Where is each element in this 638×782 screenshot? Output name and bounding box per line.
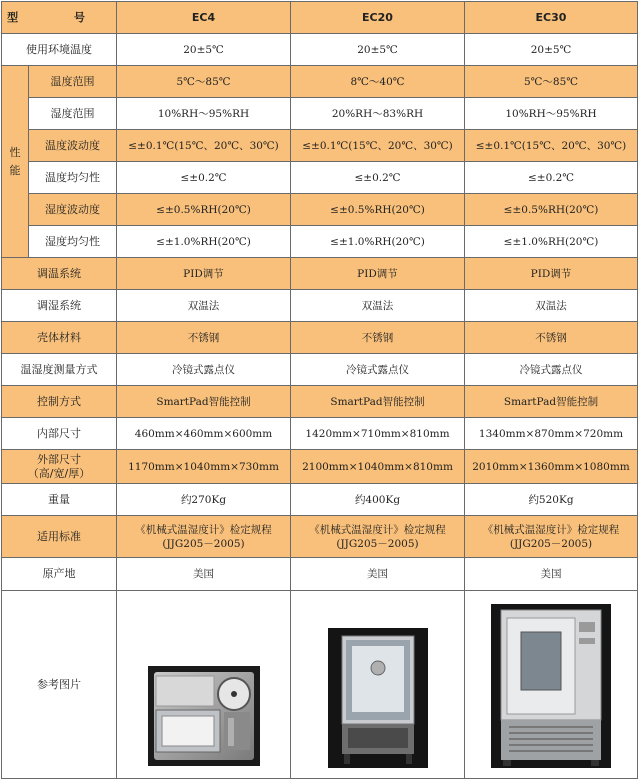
row-measure xyxy=(2,354,638,386)
cell: SmartPad智能控制 xyxy=(117,386,291,418)
row-label: 调温系统 xyxy=(2,258,117,290)
row-label: 参考图片 xyxy=(2,591,117,779)
cell: ≤±0.2℃ xyxy=(117,162,291,194)
cell: 1340mm×870mm×720mm xyxy=(465,418,638,450)
row-label-line2: （高/宽/厚） xyxy=(27,466,91,480)
ec30-chamber-image xyxy=(491,604,611,768)
cell: 5℃～85℃ xyxy=(465,66,638,98)
performance-label: 性能 xyxy=(9,145,21,177)
cell: ≤±1.0%RH(20℃) xyxy=(465,226,638,258)
cell xyxy=(291,516,465,558)
row-label: 温度波动度 xyxy=(29,130,117,162)
row-label: 温度范围 xyxy=(29,66,117,98)
row-pictures xyxy=(2,591,638,779)
row-temp-sys xyxy=(2,258,638,290)
row-label: 控制方式 xyxy=(2,386,117,418)
cell: 8℃～40℃ xyxy=(291,66,465,98)
standard-code: (JJG205－2005) xyxy=(162,537,245,550)
cell: ≤±1.0%RH(20℃) xyxy=(117,226,291,258)
row-origin xyxy=(2,558,638,591)
cell: 不锈钢 xyxy=(117,322,291,354)
row-label: 内部尺寸 xyxy=(2,418,117,450)
standard-name: 《机械式温湿度计》检定规程 xyxy=(482,523,620,536)
cell: 1170mm×1040mm×730mm xyxy=(117,450,291,484)
row-label xyxy=(2,450,117,484)
row-standard xyxy=(2,516,638,558)
cell: 不锈钢 xyxy=(465,322,638,354)
cell: SmartPad智能控制 xyxy=(291,386,465,418)
row-temp-unif xyxy=(2,162,638,194)
cell: 冷镜式露点仪 xyxy=(465,354,638,386)
cell: 20±5℃ xyxy=(465,34,638,66)
cell: ≤±0.1℃(15℃、20℃、30℃) xyxy=(117,130,291,162)
cell: PID调节 xyxy=(465,258,638,290)
cell: SmartPad智能控制 xyxy=(465,386,638,418)
row-label: 壳体材料 xyxy=(2,322,117,354)
model-ec20: EC20 xyxy=(291,2,465,34)
cell: 5℃～85℃ xyxy=(117,66,291,98)
row-label: 湿度均匀性 xyxy=(29,226,117,258)
row-control xyxy=(2,386,638,418)
cell: PID调节 xyxy=(291,258,465,290)
row-shell xyxy=(2,322,638,354)
cell: 冷镜式露点仪 xyxy=(291,354,465,386)
row-hum-sys xyxy=(2,290,638,322)
cell: ≤±0.5%RH(20℃) xyxy=(291,194,465,226)
standard-code: (JJG205－2005) xyxy=(509,537,593,550)
row-label: 重量 xyxy=(2,484,117,516)
cell: 1420mm×710mm×810mm xyxy=(291,418,465,450)
cell: 约400Kg xyxy=(291,484,465,516)
cell: 10%RH～95%RH xyxy=(465,98,638,130)
cell: ≤±0.1℃(15℃、20℃、30℃) xyxy=(465,130,638,162)
cell: ≤±1.0%RH(20℃) xyxy=(291,226,465,258)
cell: 双温法 xyxy=(291,290,465,322)
cell: 美国 xyxy=(291,558,465,591)
cell: PID调节 xyxy=(117,258,291,290)
row-weight xyxy=(2,484,638,516)
spec-table xyxy=(1,1,638,779)
row-label: 适用标准 xyxy=(2,516,117,558)
ec4-chamber-image xyxy=(148,666,260,766)
ec20-chamber-image xyxy=(328,628,428,768)
cell: 2010mm×1360mm×1080mm xyxy=(465,450,638,484)
picture-cell-ec30 xyxy=(465,591,638,779)
cell: ≤±0.5%RH(20℃) xyxy=(117,194,291,226)
row-hum-fluct xyxy=(2,194,638,226)
cell xyxy=(117,516,291,558)
cell: 2100mm×1040mm×810mm xyxy=(291,450,465,484)
row-label: 温度均匀性 xyxy=(29,162,117,194)
row-inner xyxy=(2,418,638,450)
performance-group-label xyxy=(2,66,29,258)
cell: ≤±0.2℃ xyxy=(465,162,638,194)
cell: 美国 xyxy=(465,558,638,591)
cell: 约520Kg xyxy=(465,484,638,516)
picture-cell-ec20 xyxy=(291,591,465,779)
row-temp-range xyxy=(2,66,638,98)
cell xyxy=(465,516,638,558)
cell: 双温法 xyxy=(465,290,638,322)
model-ec4: EC4 xyxy=(117,2,291,34)
row-env-temp xyxy=(2,34,638,66)
cell: 20±5℃ xyxy=(291,34,465,66)
standard-code: (JJG205－2005) xyxy=(336,537,419,550)
row-label: 湿度范围 xyxy=(29,98,117,130)
row-label-line1: 外部尺寸 xyxy=(37,452,81,466)
standard-name: 《机械式温湿度计》检定规程 xyxy=(309,523,446,536)
header-row xyxy=(2,2,638,34)
row-temp-fluct xyxy=(2,130,638,162)
row-label: 湿度波动度 xyxy=(29,194,117,226)
cell: ≤±0.2℃ xyxy=(291,162,465,194)
row-hum-range xyxy=(2,98,638,130)
row-hum-unif xyxy=(2,226,638,258)
row-label: 原产地 xyxy=(2,558,117,591)
cell: 约270Kg xyxy=(117,484,291,516)
cell: 20±5℃ xyxy=(117,34,291,66)
picture-cell-ec4 xyxy=(117,591,291,779)
cell: 美国 xyxy=(117,558,291,591)
cell: 双温法 xyxy=(117,290,291,322)
cell: ≤±0.1℃(15℃、20℃、30℃) xyxy=(291,130,465,162)
cell: 10%RH～95%RH xyxy=(117,98,291,130)
cell: ≤±0.5%RH(20℃) xyxy=(465,194,638,226)
standard-name: 《机械式温湿度计》检定规程 xyxy=(135,523,272,536)
cell: 冷镜式露点仪 xyxy=(117,354,291,386)
model-ec30: EC30 xyxy=(465,2,638,34)
model-header-label: 型 号 xyxy=(2,2,117,34)
row-label: 调湿系统 xyxy=(2,290,117,322)
cell: 不锈钢 xyxy=(291,322,465,354)
row-outer xyxy=(2,450,638,484)
row-label: 使用环境温度 xyxy=(2,34,117,66)
cell: 20%RH～83%RH xyxy=(291,98,465,130)
row-label: 温湿度测量方式 xyxy=(2,354,117,386)
cell: 460mm×460mm×600mm xyxy=(117,418,291,450)
